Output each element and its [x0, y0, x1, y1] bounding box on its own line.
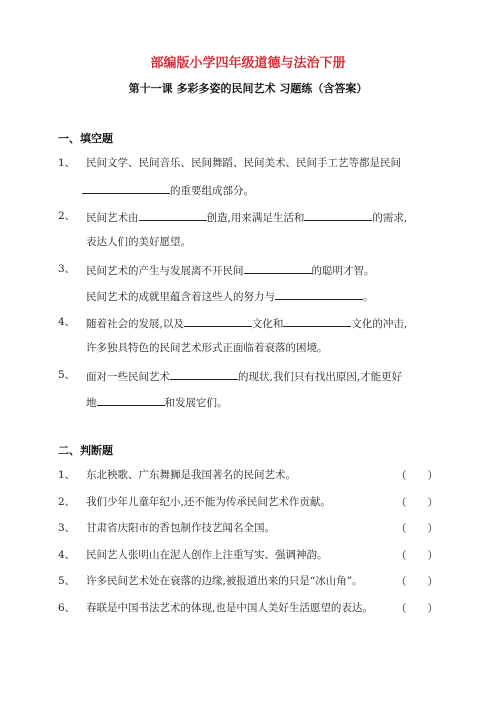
- tf-question-text: 民间艺人张明山在泥人创作上注重写实、强调神韵。: [86, 549, 328, 561]
- tf-question-text: 我们少年儿童年纪小,还不能为传承民间艺术作贡献。: [86, 496, 331, 508]
- document-subtitle: 第十一课 多彩多姿的民间艺术 习题练（含答案）: [128, 82, 368, 95]
- answer-parentheses[interactable]: （ ）: [396, 576, 438, 588]
- fill-question-3-line-1: 民间艺术的产生与发展离不开民间 的聪明才智。: [86, 262, 375, 278]
- fill-question-3-line-2: 民间艺术的成就里蕴含着这些人的努力与 。: [86, 288, 374, 304]
- answer-parentheses[interactable]: （ ）: [396, 523, 438, 535]
- fill-question-4-line-1: 随着社会的发展,以及 文化和 文化的冲击,: [86, 315, 407, 331]
- answer-blank[interactable]: [139, 209, 207, 221]
- answer-parentheses[interactable]: （ ）: [396, 497, 438, 509]
- fill-question-1: [58, 156, 75, 170]
- answer-blank[interactable]: [170, 368, 238, 380]
- answer-blank[interactable]: [244, 262, 312, 274]
- answer-parentheses[interactable]: （ ）: [396, 550, 438, 562]
- section-heading-fill-blank: 一、填空题: [58, 132, 113, 145]
- section-heading-true-false: 二、判断题: [58, 444, 113, 457]
- fill-question-5-line-2: 地 和发展它们。: [86, 394, 228, 410]
- answer-blank[interactable]: [304, 209, 372, 221]
- fill-question-2-line-1: 民间艺术由 创造,用来满足生活和 的需求,: [86, 209, 407, 225]
- fill-question-5-line-1: 面对一些民间艺术 的现状,我们只有找出原因,才能更好: [86, 368, 402, 384]
- answer-blank[interactable]: [275, 288, 363, 300]
- tf-question-text: 许多民间艺术处在衰落的边缘,被报道出来的只是“冰山角”。: [86, 575, 363, 587]
- tf-question-text: 春联是中国书法艺术的体现,也是中国人美好生活愿望的表达。: [86, 602, 373, 614]
- fill-question-5: [58, 368, 75, 382]
- answer-blank[interactable]: [82, 182, 170, 194]
- answer-parentheses[interactable]: （ ）: [396, 603, 438, 615]
- tf-question-number: 1、: [58, 469, 76, 481]
- tf-question-text: 甘肃省庆阳市的香包制作技艺闻名全国。: [86, 522, 275, 534]
- answer-blank[interactable]: [184, 315, 252, 327]
- fill-question-3: [58, 262, 75, 276]
- question-number: 4、: [58, 316, 76, 328]
- question-number: 2、: [58, 210, 76, 222]
- answer-blank[interactable]: [283, 315, 351, 327]
- tf-question-number: 4、: [58, 549, 76, 561]
- fill-question-1-line-1: 民间文学、民间音乐、民间舞蹈、民间美术、民间手工艺等都是民间: [86, 157, 401, 169]
- answer-parentheses[interactable]: （ ）: [396, 470, 438, 482]
- tf-question-number: 3、: [58, 522, 76, 534]
- question-number: 5、: [58, 369, 76, 381]
- question-number: 1、: [58, 157, 76, 169]
- fill-question-1-line-2: 的重要组成部分。: [82, 182, 254, 198]
- answer-blank[interactable]: [97, 394, 165, 406]
- document-title: 部编版小学四年级道德与法治下册: [150, 56, 346, 71]
- fill-question-4-line-2: 许多独具特色的民间艺术形式正面临着衰落的困境。: [86, 342, 328, 354]
- tf-question-number: 2、: [58, 496, 76, 508]
- fill-question-4: [58, 315, 75, 329]
- tf-question-number: 6、: [58, 602, 76, 614]
- question-number: 3、: [58, 263, 76, 275]
- tf-question-text: 东北秧歌、广东舞狮是我国著名的民间艺术。: [86, 469, 296, 481]
- fill-question-2-line-2: 表达人们的美好愿望。: [86, 236, 191, 248]
- tf-question-number: 5、: [58, 575, 76, 587]
- fill-question-2: [58, 209, 75, 223]
